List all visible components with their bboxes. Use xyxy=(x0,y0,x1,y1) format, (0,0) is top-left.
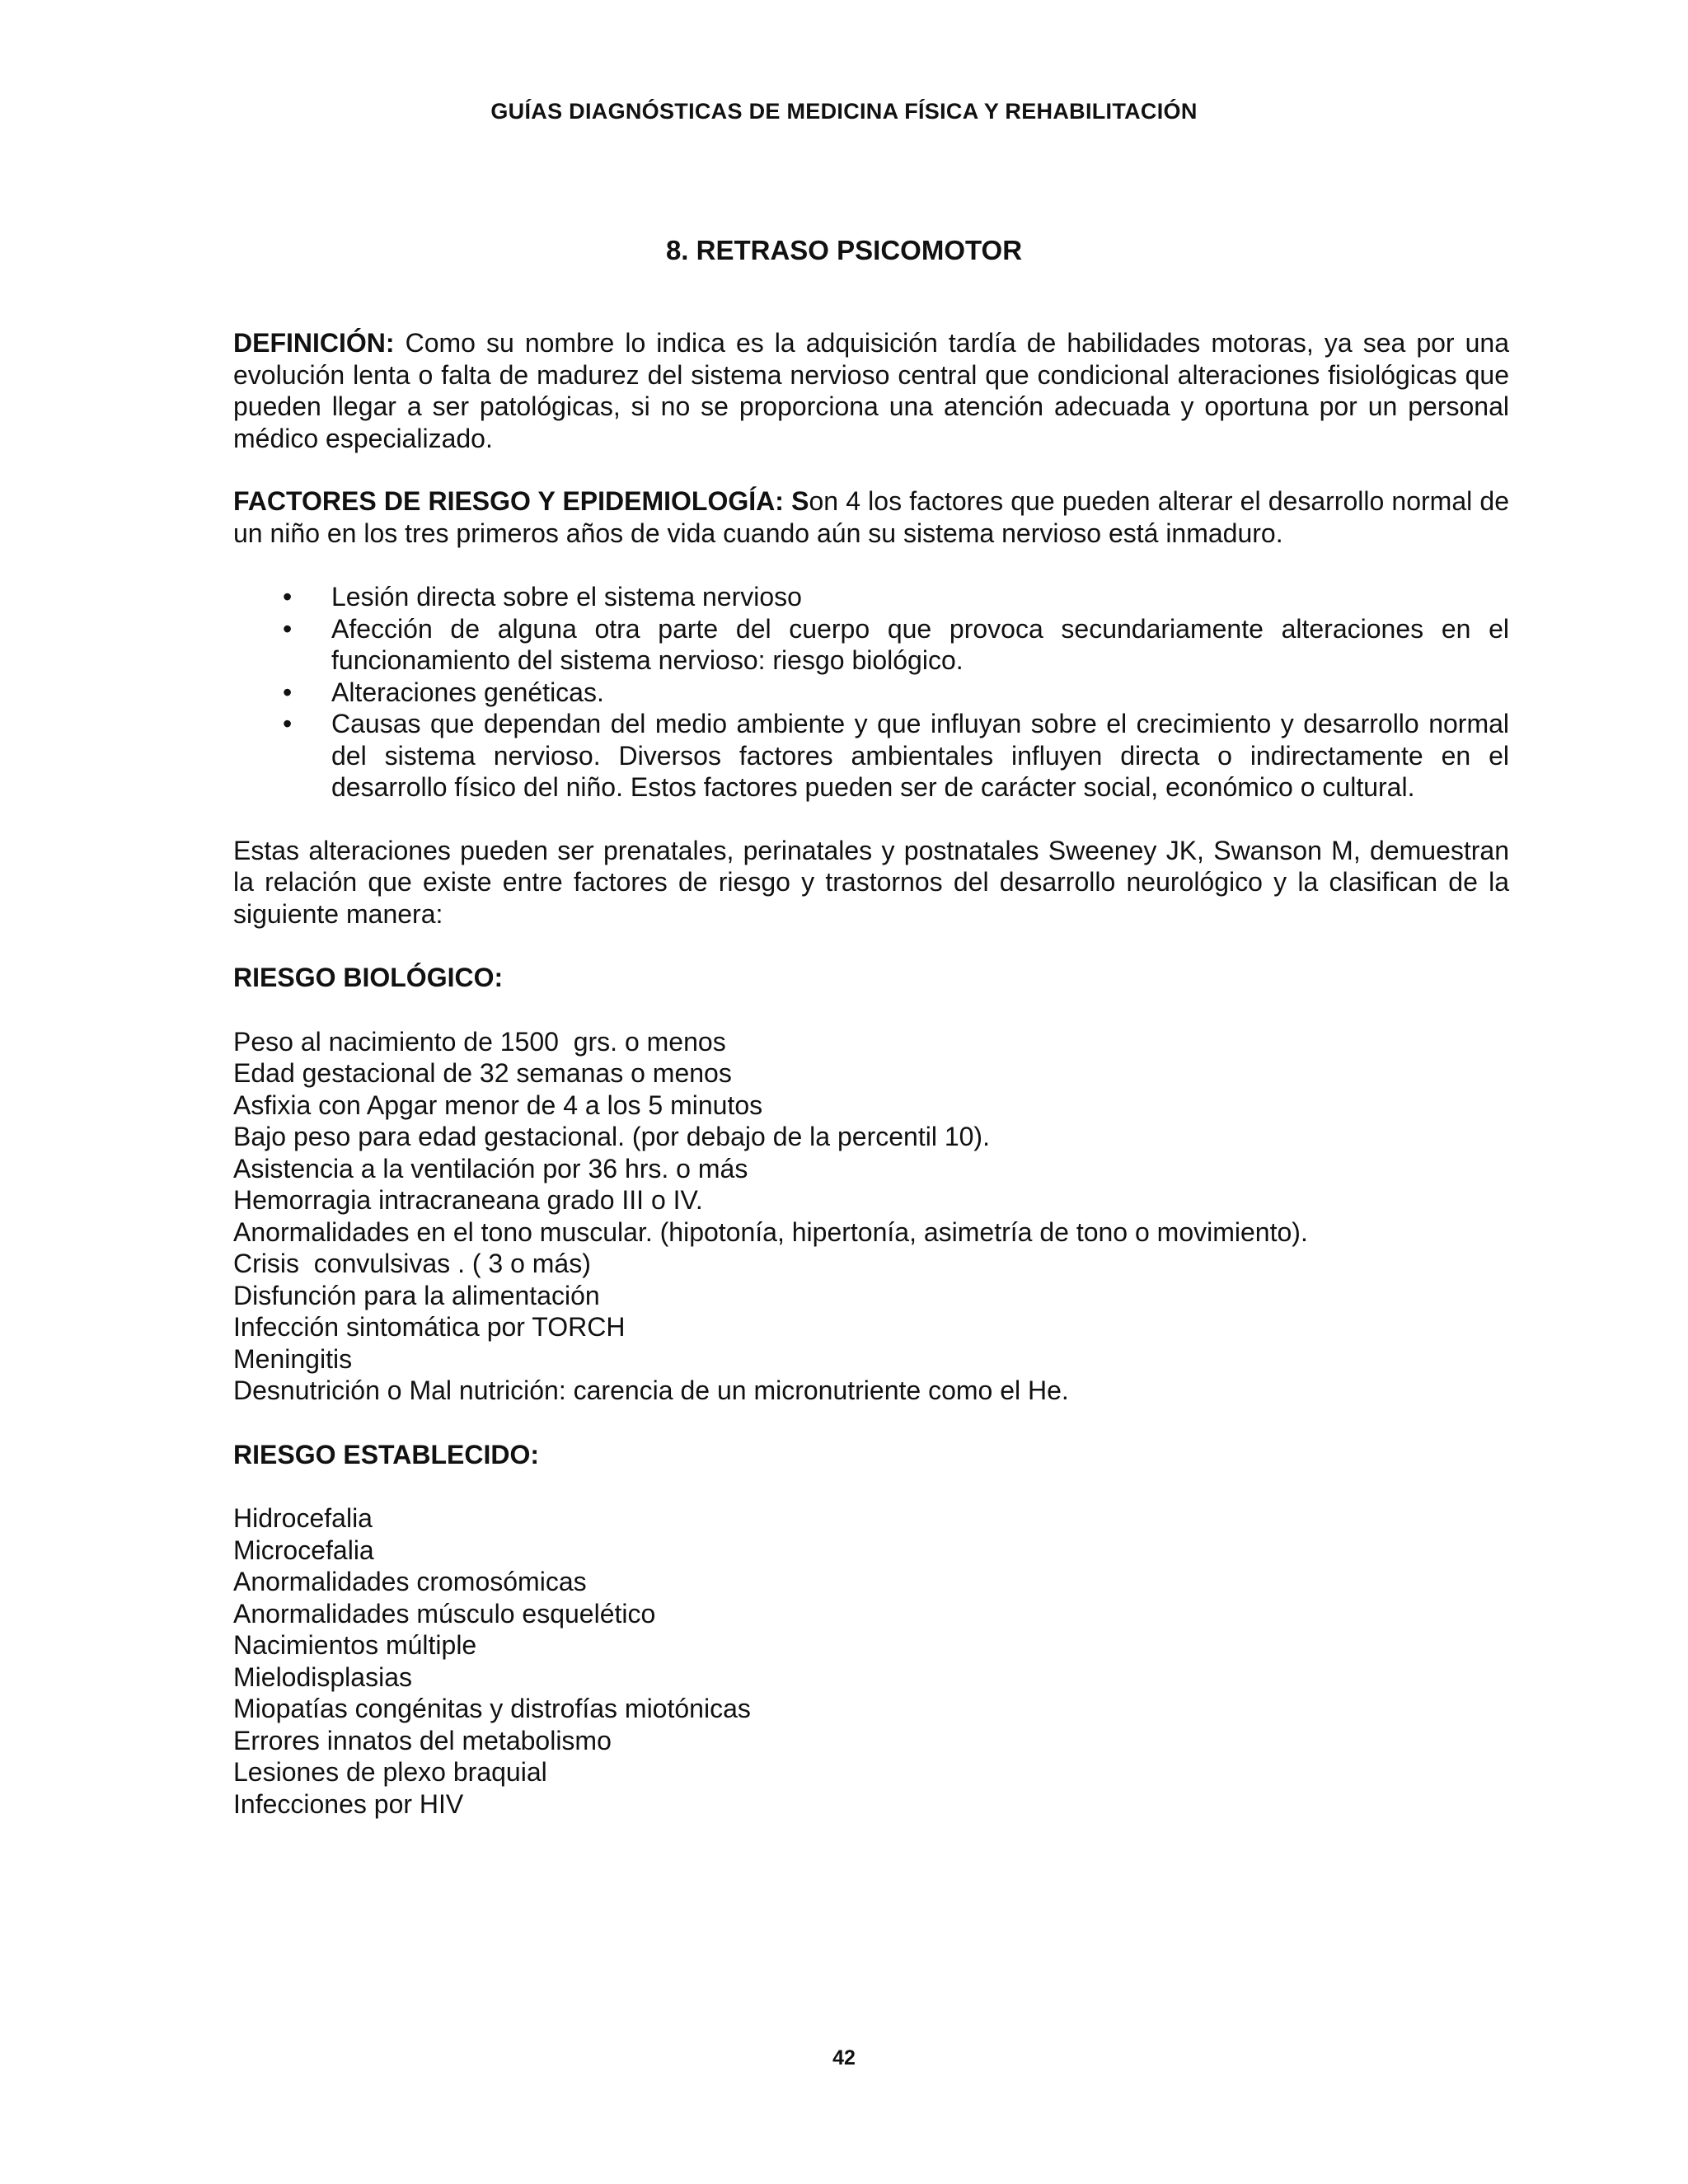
list-item-text: Afección de alguna otra parte del cuerpo que provoca secundariamente alteraciones en el funcionamiento del sistema nervioso: riesgo biológico. xyxy=(331,613,1509,675)
list-item: Asistencia a la ventilación por 36 hrs. o más xyxy=(233,1153,748,1183)
list-item: Hidrocefalia xyxy=(233,1503,373,1533)
bullet-icon: • xyxy=(283,677,293,707)
chapter-title: 8. RETRASO PSICOMOTOR xyxy=(665,235,1023,265)
list-item: Disfunción para la alimentación xyxy=(233,1280,600,1310)
list-item: Microcefalia xyxy=(233,1535,374,1565)
list-item xyxy=(233,677,1509,709)
list-item: Anormalidades cromosómicas xyxy=(233,1567,587,1596)
list-item: Asfixia con Apgar menor de 4 a los 5 minutos xyxy=(233,1090,763,1120)
list-item-text: Causas que dependan del medio ambiente y que influyan sobre el crecimiento y desarrollo normal del sistema nervioso. Diversos factores ambientales influyen directa o indirectamente en el desarrollo físico del niño. Estos factores pueden ser de carácter social, económico o cultural. xyxy=(331,709,1509,802)
list-item: Meningitis xyxy=(233,1343,353,1374)
list-item: Peso al nacimiento de 1500 grs. o menos xyxy=(233,1026,726,1057)
list-item: Anormalidades músculo esquelético xyxy=(233,1598,656,1629)
list-item: Lesiones de plexo braquial xyxy=(233,1757,547,1787)
list-item: Crisis convulsivas . ( 3 o más) xyxy=(233,1249,591,1278)
list-item: Infección sintomática por TORCH xyxy=(233,1312,626,1342)
list-item: Edad gestacional de 32 semanas o menos xyxy=(233,1058,732,1088)
classification-paragraph: Estas alteraciones pueden ser prenatales, perinatales y postnatales Sweeney JK, Swanson M, demuestran la relación que existe entre factores de riesgo y trastornos del desarrollo neurológico y la clasifican de la siguiente manera: xyxy=(233,835,1509,929)
list-item-text: Lesión directa sobre el sistema nervioso xyxy=(331,582,802,612)
bullet-icon: • xyxy=(283,709,293,738)
risk-factors-text: on 4 los factores que pueden alterar el desarrollo normal de un niño en los tres primeros años de vida cuando aún su sistema nervioso está inmaduro. xyxy=(233,486,1510,548)
list-item: Miopatías congénitas y distrofías miotónicas xyxy=(233,1694,751,1723)
spacer xyxy=(233,994,1509,1026)
bullet-icon: • xyxy=(283,613,293,644)
list-item: Nacimientos múltiple xyxy=(233,1630,477,1660)
spacer xyxy=(233,549,1509,581)
established-risk-heading: RIESGO ESTABLECIDO: xyxy=(233,1439,539,1469)
bullet-icon: • xyxy=(283,582,293,612)
risk-factors-paragraph xyxy=(233,485,1509,549)
risk-factors-bullet-list xyxy=(233,581,1509,804)
biological-risk-heading: RIESGO BIOLÓGICO: xyxy=(233,963,504,992)
list-item: Bajo peso para edad gestacional. (por debajo de la percentil 10). xyxy=(233,1122,990,1151)
risk-factors-label: FACTORES DE RIESGO Y EPIDEMIOLOGÍA: S xyxy=(233,486,809,516)
list-item: Errores innatos del metabolismo xyxy=(233,1725,612,1755)
list-item-text: Alteraciones genéticas. xyxy=(331,677,604,707)
list-item xyxy=(233,708,1509,804)
spacer xyxy=(233,930,1509,962)
list-item: Anormalidades en el tono muscular. (hipotonía, hipertonía, asimetría de tono o movimiento). xyxy=(233,1216,1308,1247)
definition-label: DEFINICIÓN: xyxy=(233,328,395,358)
running-header: GUÍAS DIAGNÓSTICAS DE MEDICINA FÍSICA Y REHABILITACIÓN xyxy=(490,99,1198,124)
spacer xyxy=(233,454,1509,485)
list-item xyxy=(233,613,1509,677)
main-content xyxy=(233,327,1509,1820)
definition-text: Como su nombre lo indica es la adquisición tardía de habilidades motoras, ya sea por una evolución lenta o falta de madurez del sistema nervioso central que condicional alteraciones fisiológicas que pueden llegar a ser patológicas, si no se proporciona una atención adecuada y oportuna por un personal médico especializado. xyxy=(233,328,1509,453)
spacer xyxy=(233,1407,1509,1439)
spacer xyxy=(233,1470,1509,1502)
spacer xyxy=(233,804,1509,835)
established-risk-list xyxy=(233,1502,1509,1820)
biological-risk-list xyxy=(233,1026,1509,1407)
list-item: Hemorragia intracraneana grado III o IV. xyxy=(233,1185,703,1215)
list-item: Infecciones por HIV xyxy=(233,1788,464,1819)
list-item: Mielodisplasias xyxy=(233,1661,412,1692)
list-item xyxy=(233,581,1509,613)
page-number: 42 xyxy=(832,2046,856,2069)
list-item: Desnutrición o Mal nutrición: carencia de un micronutriente como el He. xyxy=(233,1376,1069,1405)
definition-paragraph xyxy=(233,327,1509,454)
